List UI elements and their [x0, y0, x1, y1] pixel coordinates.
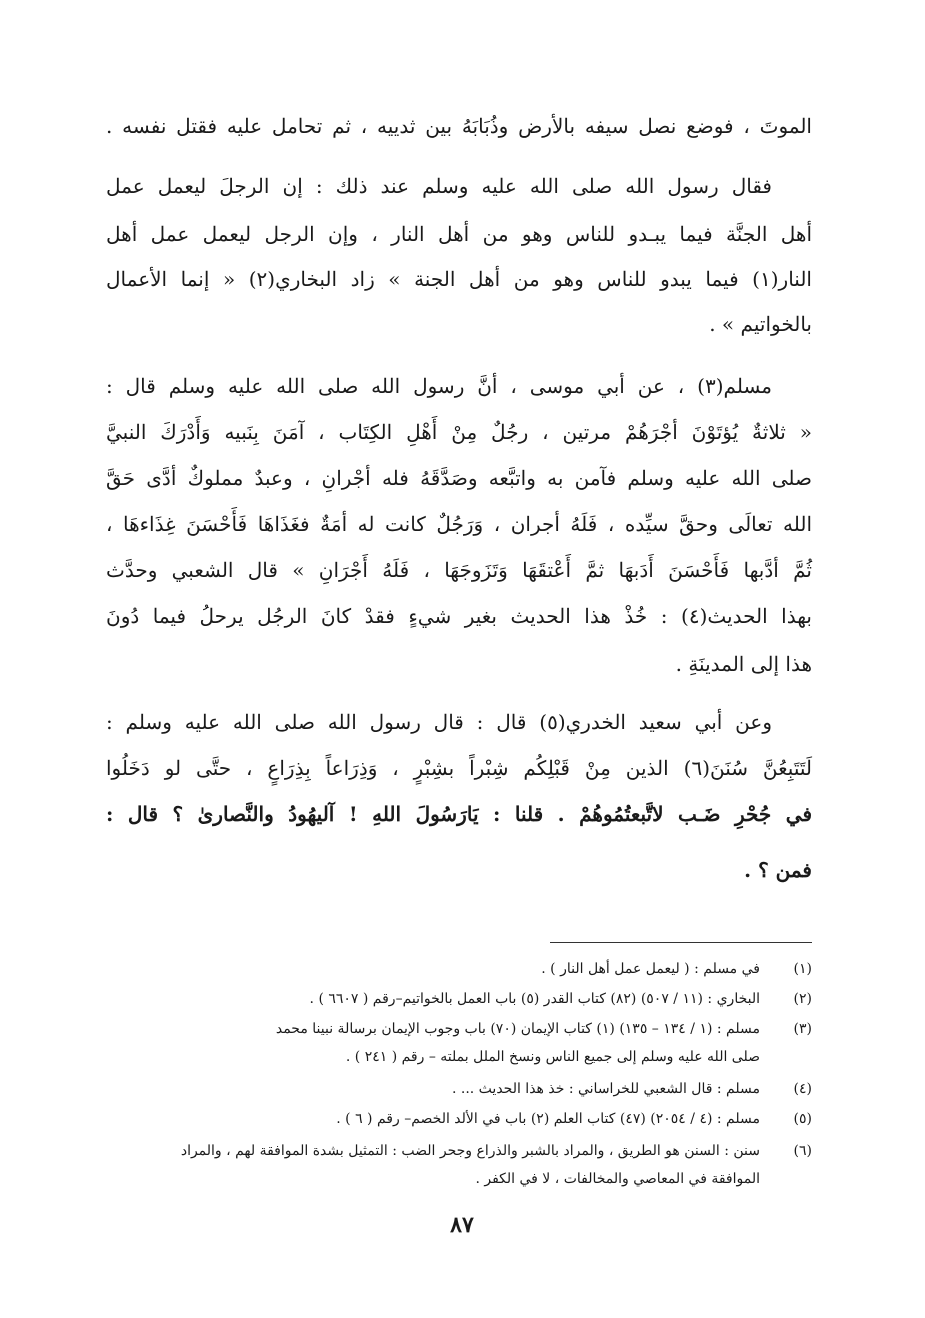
- body-line-4: النار(١) فيما يبدو للناس وهو من أهل الجنة » زاد البخاري(٢) « إنما الأعمال: [106, 267, 812, 291]
- body-line-6: مسلم(٣) ، عن أبي موسى ، أنَّ رسول الله صلى الله عليه وسلم قال :: [106, 374, 772, 398]
- footnote-text: مسلم : قال الشعبي للخراساني : خذ هذا الحديث ... .: [451, 1081, 760, 1097]
- footnote-number: (١): [793, 961, 812, 977]
- body-line-7: « ثلاثةٌ يُؤتَوْنَ أجْرَهُمْ مرتين ، رجُلٌ مِنْ أَهْلِ الكِتَاب ، آمَنَ بِنَبيه وَأَدْرَكَ النبيَّ: [106, 420, 812, 444]
- body-line-12: هذا إلى المدينَةِ .: [675, 652, 812, 676]
- body-line-10: ثُمَّ أدَّبها فَأَحْسَنَ أَدَبهَا ثمَّ أَعْتقَهَا وَتَزَوجَهَا ، فَلَهُ أَجْرَانِ » قال الشعبي وحدَّث: [106, 558, 812, 582]
- footnote-number: (٥): [793, 1111, 812, 1127]
- body-line-9: الله تعالَى وحقَّ سيِّده ، فَلَهُ أجران ، وَرَجُلٌ كانت له أمَةٌ فغَذَاهَا فَأَحْسَنَ غِذَاءهَا ،: [106, 512, 812, 536]
- body-line-8: صلى الله عليه وسلم فآمن به واتبَّعه وصَدَّقَهُ فله أجْرانِ ، وعبدٌ مملوكٌ أدَّى حَقَّ: [106, 466, 812, 490]
- body-line-16: فمن ؟ .: [744, 858, 812, 882]
- body-line-5: بالخواتيم » .: [709, 312, 812, 336]
- page-number: ٨٧: [450, 1212, 474, 1238]
- footnote-6-continuation: الموافقة في المعاصي والمخالفات ، لا في الكفر .: [475, 1171, 760, 1187]
- footnote-number: (٢): [793, 991, 812, 1007]
- body-line-3: أهل الجنَّة فيما يبـدو للناس وهو من أهل النار ، وإن الرجل ليعمل عمل أهل: [106, 222, 812, 246]
- footnote-divider: [550, 942, 812, 943]
- body-line-1: الموتَ ، فوضع نصل سيفه بالأرض وذُبَابَهُ بين ثدييه ، ثم تحامل عليه فقتل نفسه .: [106, 114, 812, 138]
- footnote-text: البخاري : (١١ / ٥٠٧) (٨٢) كتاب القدر (٥) باب العمل بالخواتيم–رقم ( ٦٦٠٧ ) .: [309, 991, 760, 1007]
- footnote-text: في مسلم : ( ليعمل عمل أهل النار ) .: [541, 961, 760, 977]
- footnote-text: مسلم : (٤ / ٢٠٥٤) (٤٧) كتاب العلم (٢) باب في الألد الخصم– رقم ( ٦ ) .: [336, 1111, 760, 1127]
- footnote-text: مسلم : (١ / ١٣٤ – ١٣٥) (١) كتاب الإيمان (٧٠) باب وجوب الإيمان برسالة نبينا محمد: [275, 1021, 760, 1037]
- footnote-number: (٣): [793, 1021, 812, 1037]
- footnote-3-continuation: صلى الله عليه وسلم إلى جميع الناس ونسخ الملل بملته – رقم ( ٢٤١ ) .: [345, 1049, 760, 1065]
- body-line-15: في جُحْرِ ضَـب لاتَّبعتُمُوهُمْ . قلنا : يَارَسُولَ اللهِ ! آليهُودُ والنَّصارىٰ ؟ قال :: [106, 802, 812, 826]
- body-line-2: فقال رسول الله صلى الله عليه وسلم عند ذلك : إن الرجلَ ليعمل عمل: [106, 174, 772, 198]
- footnote-number: (٦): [793, 1143, 812, 1159]
- body-line-13: وعن أبي سعيد الخدري(٥) قال : قال رسول الله صلى الله عليه وسلم :: [106, 710, 772, 734]
- footnote-number: (٤): [793, 1081, 812, 1097]
- body-line-14: لَتَتَبِعُنَّ سُنَنَ(٦) الذين مِنْ قَبْلِكُم شِبْراً بشِبْرٍ ، وَذِرَاعاً بِذِرَاعٍ ، حتَّى لو دَخَلُوا: [106, 756, 813, 780]
- footnote-text: سنن : السنن هو الطريق ، والمراد بالشبر والذراع وجحر الضب : التمثيل بشدة الموافقة لهم ، والمراد: [180, 1143, 760, 1159]
- body-line-11: بهذا الحديث(٤) : خُذْ هذا الحديث بغير شيءٍ فقدْ كانَ الرجُل يرحلُ فيما دُونَ: [106, 604, 812, 628]
